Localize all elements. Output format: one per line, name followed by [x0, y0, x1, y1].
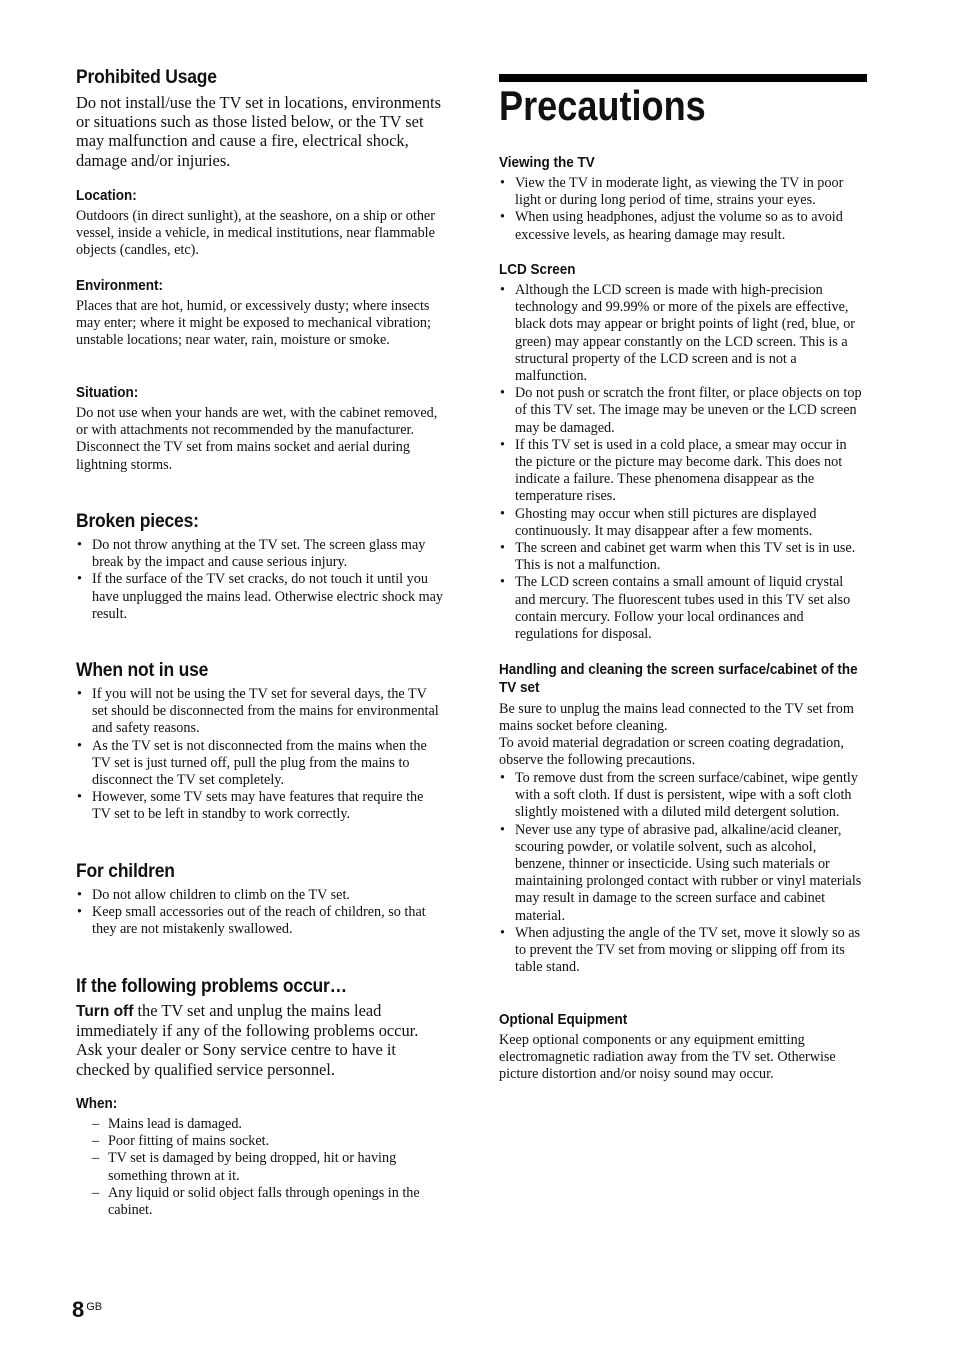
optional-heading: Optional Equipment — [499, 1011, 628, 1028]
when-not-in-use-heading: When not in use — [76, 660, 209, 681]
list-item: • To remove dust from the screen surface/cabinet, wipe gently with a soft cloth. If dust is persistent, wipe with a soft cloth slightly moistened with a diluted mild detergent solution. — [499, 770, 867, 822]
list-item: • View the TV in moderate light, as viewing the TV in poor light or during long period of time, strains your eyes. — [499, 175, 867, 209]
page-number-suffix: GB — [86, 1301, 103, 1313]
handling-text-1: Be sure to unplug the mains lead connected to the TV set from mains socket before cleaning. — [499, 701, 854, 735]
list-item: • Do not allow children to climb on the TV set. — [76, 887, 444, 904]
list-item: • Keep small accessories out of the reach of children, so that they are not mistakenly swallowed. — [76, 904, 444, 938]
handling-list — [499, 770, 867, 976]
list-item: • When using headphones, adjust the volume so as to avoid excessive levels, as hearing damage may result. — [499, 209, 867, 243]
viewing-list — [499, 175, 867, 244]
page-footer — [72, 1297, 102, 1323]
list-item: • If this TV set is used in a cold place, a smear may occur in the picture or the picture may become dark. This does not indicate a failure. These phenomena disappear as the temperature rises. — [499, 437, 867, 506]
list-item: • Never use any type of abrasive pad, alkaline/acid cleaner, scouring powder, or volatile solvent, such as alcohol, benzene, thinner or insecticide. Using such materials or maintaining prolonged contact with rubber or vinyl materials may result in damage to the screen surface and cabinet material. — [499, 822, 867, 925]
situation-heading: Situation: — [76, 384, 139, 401]
page-title: Precautions — [499, 82, 706, 129]
situation-text: Do not use when your hands are wet, with the cabinet removed, or with attachments not recommended by the manufacturer. Disconnect the TV set from mains socket and aerial during lightning storms. — [76, 405, 438, 473]
list-item: – Mains lead is damaged. — [92, 1116, 444, 1133]
when-not-in-use-list — [76, 686, 444, 824]
when-heading: When: — [76, 1095, 118, 1112]
list-item: • Although the LCD screen is made with high-precision technology and 99.99% or more of the pixels are effective, black dots may appear or bright points of light (red, blue, or green) may appear constantly on the LCD screen. This is a structural property of the LCD screen and is not a malfunction. — [499, 282, 867, 385]
viewing-heading: Viewing the TV — [499, 154, 595, 171]
lcd-list — [499, 282, 867, 643]
title-rule — [499, 74, 867, 82]
problems-body: the TV set and unplug the mains lead immediately if any of the following problems occur. Ask your dealer or Sony service centre to have it checked by qualified service personnel. — [76, 1001, 419, 1079]
lcd-heading: LCD Screen — [499, 261, 576, 278]
list-item: • However, some TV sets may have features that require the TV set to be left in standby to work correctly. — [76, 789, 444, 823]
for-children-list — [76, 887, 444, 939]
list-item: • Do not throw anything at the TV set. The screen glass may break by the impact and cause serious injury. — [76, 537, 444, 571]
list-item: – Poor fitting of mains socket. — [92, 1133, 444, 1150]
list-item: • As the TV set is not disconnected from the mains when the TV set is just turned off, pull the plug from the mains to disconnect the TV set completely. — [76, 738, 444, 790]
list-item: • Ghosting may occur when still pictures are displayed continuously. It may disappear after a few moments. — [499, 506, 867, 540]
list-item: • When adjusting the angle of the TV set, move it slowly so as to prevent the TV set from moving or slipping off from its table stand. — [499, 925, 867, 977]
when-list — [76, 1116, 444, 1219]
location-heading: Location: — [76, 187, 137, 204]
prohibited-usage-heading: Prohibited Usage — [76, 67, 217, 88]
optional-text: Keep optional components or any equipment emitting electromagnetic radiation away from the TV set. Otherwise picture distortion and/or noisy sound may occur. — [499, 1032, 836, 1083]
list-item: • The screen and cabinet get warm when this TV set is in use. This is not a malfunction. — [499, 540, 867, 574]
list-item: • The LCD screen contains a small amount of liquid crystal and mercury. The fluorescent tubes used in this TV set also contain mercury. Follow your local ordinances and regulations for disposal. — [499, 574, 867, 643]
prohibited-usage-intro: Do not install/use the TV set in locations, environments or situations such as those listed below, or the TV set may malfunction and cause a fire, electrical shock, damage and/or injuries. — [76, 93, 441, 170]
list-item: • Do not push or scratch the front filter, or place objects on top of this TV set. The image may be uneven or the LCD screen may be damaged. — [499, 385, 867, 437]
broken-pieces-list — [76, 537, 444, 623]
turn-off-label: Turn off — [76, 1003, 134, 1020]
environment-text: Places that are hot, humid, or excessively dusty; where insects may enter; where it might be exposed to mechanical vibration; unstable locations; near water, rain, moisture or smoke. — [76, 298, 431, 349]
environment-heading: Environment: — [76, 277, 164, 294]
list-item: – Any liquid or solid object falls through openings in the cabinet. — [92, 1185, 444, 1219]
handling-text-2: To avoid material degradation or screen coating degradation, observe the following precautions. — [499, 735, 844, 769]
page-number: 8 — [72, 1297, 85, 1322]
for-children-heading: For children — [76, 861, 175, 882]
problems-text — [76, 1001, 444, 1079]
broken-pieces-heading: Broken pieces: — [76, 511, 199, 532]
problems-heading: If the following problems occur… — [76, 976, 347, 997]
list-item: – TV set is damaged by being dropped, hit or having something thrown at it. — [92, 1150, 444, 1184]
list-item: • If the surface of the TV set cracks, do not touch it until you have unplugged the mains lead. Otherwise electric shock may result. — [76, 571, 444, 623]
list-item: • If you will not be using the TV set for several days, the TV set should be disconnected from the mains for environmental and safety reasons. — [76, 686, 444, 738]
handling-heading: Handling and cleaning the screen surface/cabinet of the TV set — [499, 661, 858, 696]
location-text: Outdoors (in direct sunlight), at the seashore, on a ship or other vessel, inside a vehicle, in medical institutions, near flammable objects (candles, etc). — [76, 208, 435, 259]
